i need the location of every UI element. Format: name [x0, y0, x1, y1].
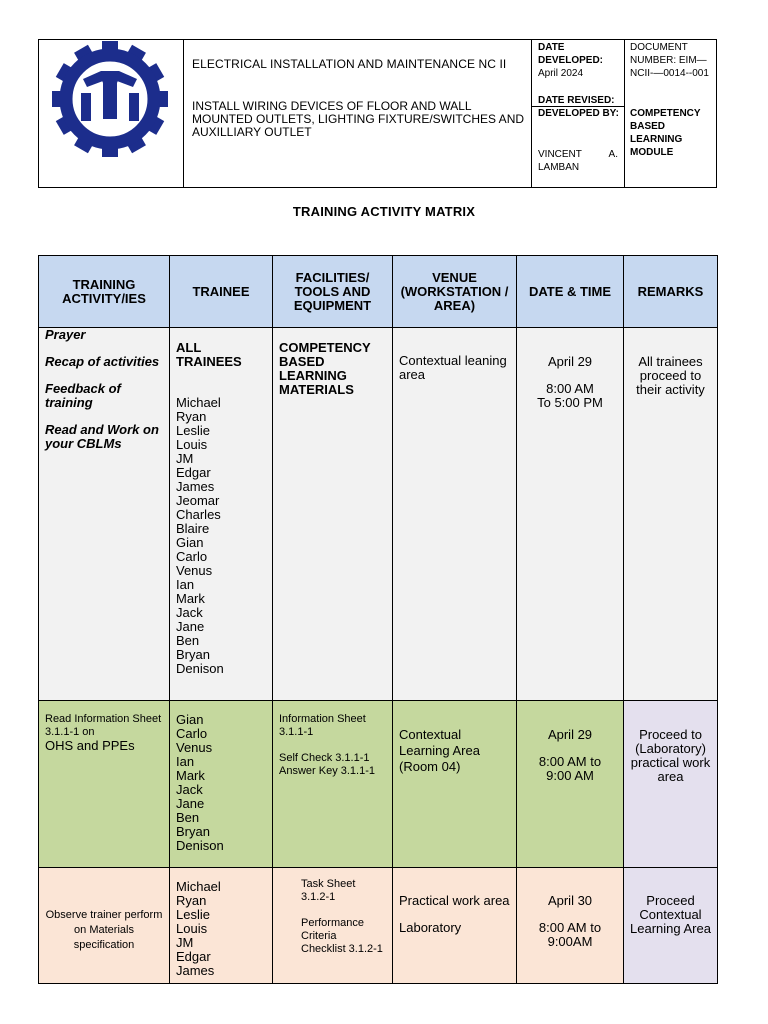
- remarks-text: All trainees proceed to their activity: [636, 354, 705, 397]
- trainee-name: Denison: [176, 661, 224, 676]
- trainee-name: Ryan: [176, 893, 207, 908]
- datetime-cell: [517, 701, 624, 868]
- trainee-cell: [170, 701, 273, 868]
- trainee-list: [170, 868, 272, 978]
- trainee-name: Ian: [176, 577, 195, 592]
- module-title: INSTALL WIRING DEVICES OF FLOOR AND WALL MOUNTED OUTLETS, LIGHTING FIXTURE/SWITCHES AND AUXILLIARY OUTLET: [192, 99, 525, 139]
- trainee-name: Ryan: [176, 409, 207, 424]
- trainee-name: Edgar: [176, 465, 211, 480]
- document-header: [38, 39, 717, 188]
- date-text: April 30: [547, 893, 593, 908]
- trainee-cell: [170, 328, 273, 701]
- course-title: ELECTRICAL INSTALLATION AND MAINTENANCE NC II: [192, 57, 507, 71]
- remarks-text: Proceed to (Laboratory) practical work area: [630, 727, 711, 784]
- remarks-text: Proceed Contextual Learning Area: [630, 893, 711, 936]
- trainee-name: Louis: [176, 921, 208, 936]
- page-title: TRAINING ACTIVITY MATRIX: [292, 204, 476, 219]
- developed-by-label: DEVELOPED BY:: [538, 108, 619, 119]
- venue-text: Laboratory: [399, 920, 462, 935]
- trainee-name: Edgar: [176, 949, 211, 964]
- trainee-name: Charles: [176, 507, 221, 522]
- remarks-cell: [624, 701, 718, 868]
- trainee-name: James: [176, 963, 215, 978]
- facilities-cell: [273, 868, 393, 984]
- trainee-name: Michael: [176, 395, 221, 410]
- trainee-name: Venus: [176, 740, 213, 755]
- datetime-cell: [517, 868, 624, 984]
- trainee-name: JM: [176, 451, 194, 466]
- title-cell: [184, 40, 532, 187]
- trainee-name: Blaire: [176, 521, 210, 536]
- document-type: COMPETENCY BASED LEARNING MODULE: [630, 108, 701, 158]
- trainee-list: [176, 396, 268, 676]
- trainee-name: Gian: [176, 712, 204, 727]
- activity-cell: [39, 328, 170, 701]
- trainee-name: Jane: [176, 796, 205, 811]
- venue-text: Practical work area: [399, 893, 510, 908]
- trainee-name: Bryan: [176, 647, 210, 662]
- date-text: April 29: [547, 354, 593, 369]
- logo-cell: [39, 40, 184, 187]
- table-row: [39, 701, 718, 868]
- activity-text: on Materials specification: [73, 924, 135, 951]
- trainee-name: Jane: [176, 619, 205, 634]
- activity-cell: [39, 701, 170, 868]
- time-text: 8:00 AM to 9:00AM: [538, 920, 602, 949]
- trainee-name: Jack: [176, 782, 203, 797]
- remarks-cell: [624, 868, 718, 984]
- trainee-name: Jeomar: [176, 493, 220, 508]
- trainee-name: Venus: [176, 563, 213, 578]
- column-header: VENUE (WORKSTATION / AREA): [393, 256, 517, 328]
- training-activity-table: [38, 255, 718, 984]
- document-cell: [625, 40, 717, 187]
- facilities-text: Information Sheet 3.1.1-1: [279, 713, 366, 738]
- column-header: FACILITIES/ TOOLS AND EQUIPMENT: [273, 256, 393, 328]
- trainee-name: Ben: [176, 633, 200, 648]
- trainee-list: [170, 701, 272, 853]
- trainee-name: Michael: [176, 879, 221, 894]
- trainee-name: Ben: [176, 810, 200, 825]
- facilities-text: Performance Criteria Checklist 3.1.2-1: [301, 917, 383, 955]
- activity-item: Recap of activities: [45, 354, 160, 369]
- venue-cell: [393, 328, 517, 701]
- trainee-name: Ian: [176, 754, 195, 769]
- table-row: [39, 328, 718, 701]
- trainee-name: Denison: [176, 838, 224, 853]
- time-start-text: 8:00 AM: [546, 381, 594, 396]
- table-row: [39, 868, 718, 984]
- trainee-name: Louis: [176, 437, 208, 452]
- venue-text: Contextual leaning area: [399, 353, 507, 382]
- trainee-group: ALL TRAINEES: [176, 340, 242, 369]
- facilities-text: Task Sheet 3.1.2-1: [301, 878, 356, 903]
- activity-item: Read and Work on your CBLMs: [45, 422, 159, 451]
- trainee-cell: [170, 868, 273, 984]
- developer-name: VINCENT A.: [538, 149, 618, 160]
- trainee-name: JM: [176, 935, 194, 950]
- column-header: TRAINEE: [170, 256, 273, 328]
- facilities-text: COMPETENCY BASED LEARNING MATERIALS: [279, 340, 371, 397]
- trainee-name: Mark: [176, 591, 205, 606]
- trainee-name: Carlo: [176, 549, 208, 564]
- datetime-cell: [517, 328, 624, 701]
- trainee-name: Carlo: [176, 726, 208, 741]
- activity-item: Feedback of training: [45, 381, 121, 410]
- trainee-name: Jack: [176, 605, 203, 620]
- date-cell: [532, 40, 625, 187]
- developer-surname: LAMBAN: [538, 162, 580, 173]
- activity-cell: [39, 868, 170, 984]
- trainee-name: Bryan: [176, 824, 210, 839]
- date-text: April 29: [547, 727, 593, 742]
- trainee-name: Gian: [176, 535, 204, 550]
- column-header: DATE & TIME: [517, 256, 624, 328]
- date-developed-label: DATE DEVELOPED:: [538, 42, 604, 66]
- date-revised-label: DATE REVISED:: [538, 95, 615, 106]
- venue-cell: [393, 701, 517, 868]
- trainee-name: Mark: [176, 768, 205, 783]
- activity-item: Prayer: [45, 327, 86, 342]
- trainee-name: Leslie: [176, 907, 210, 922]
- column-header: REMARKS: [624, 256, 718, 328]
- remarks-cell: [624, 328, 718, 701]
- column-header: TRAINING ACTIVITY/IES: [39, 256, 170, 328]
- date-developed-value: April 2024: [538, 68, 584, 79]
- facilities-cell: [273, 328, 393, 701]
- venue-text: Contextual Learning Area (Room 04): [399, 727, 480, 774]
- time-text: 8:00 AM to 9:00 AM: [538, 754, 602, 783]
- trainee-name: Leslie: [176, 423, 210, 438]
- time-end-text: To 5:00 PM: [537, 395, 603, 410]
- facilities-text: Self Check 3.1.1-1 Answer Key 3.1.1-1: [279, 752, 375, 777]
- tesda-logo-icon: [45, 41, 175, 171]
- activity-text: Read Information Sheet 3.1.1-1 on: [45, 713, 162, 738]
- activity-text: Observe trainer perform: [45, 909, 163, 921]
- table-header-row: [39, 256, 718, 328]
- document-number: DOCUMENT NUMBER: EIM—NCII-—0014--001: [630, 42, 709, 79]
- venue-cell: [393, 868, 517, 984]
- activity-text: OHS and PPEs: [45, 738, 135, 753]
- trainee-name: James: [176, 479, 215, 494]
- facilities-cell: [273, 701, 393, 868]
